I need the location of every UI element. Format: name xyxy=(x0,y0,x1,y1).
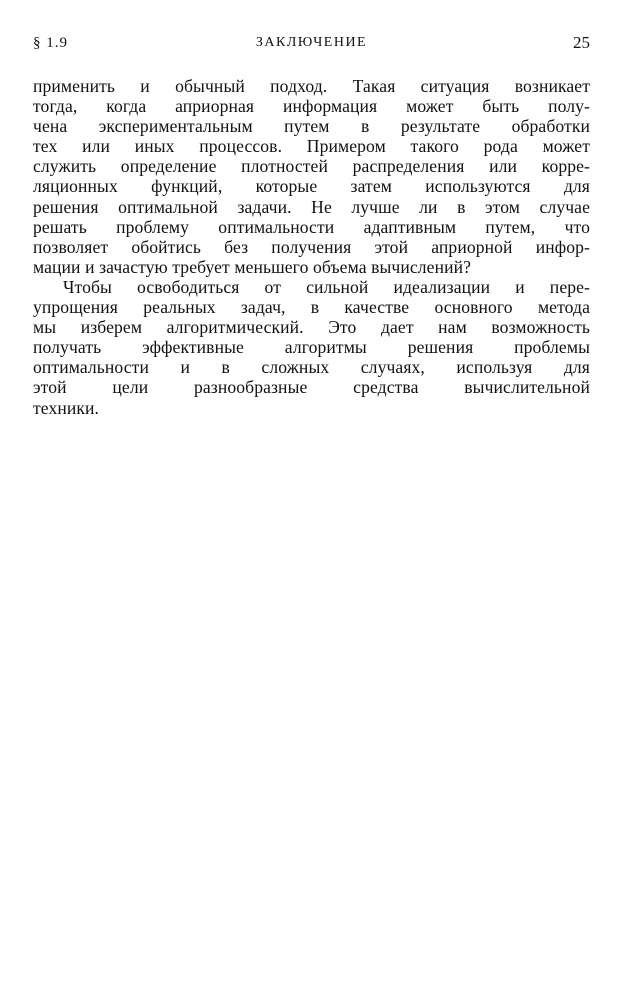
text-line: служить определение плотностей распределения или корре- xyxy=(33,156,590,177)
text-line: Чтобы освободиться от сильной идеализации и пере- xyxy=(63,276,590,297)
text-line: получать эффективные алгоритмы решения проблемы xyxy=(33,337,590,358)
page-number: 25 xyxy=(573,33,590,52)
text-line: оптимальности и в сложных случаях, используя для xyxy=(33,357,590,378)
section-number: § 1.9 xyxy=(33,35,68,51)
text-line: чена экспериментальным путем в результате обработки xyxy=(33,116,590,137)
text-line: тех или иных процессов. Примером такого рода может xyxy=(33,136,590,157)
paragraph-2 xyxy=(33,277,590,418)
chapter-title: ЗАКЛЮЧЕНИЕ xyxy=(255,35,368,50)
text-line: мации и зачастую требует меньшего объема вычислений? xyxy=(33,256,472,277)
text-line: тогда, когда априорная информация может быть полу- xyxy=(33,96,590,117)
running-head xyxy=(33,33,590,53)
text-line: ляционных функций, которые затем используются для xyxy=(33,176,590,197)
text-line: этой цели разнообразные средства вычислительной xyxy=(33,377,590,398)
text-line: техники. xyxy=(33,397,100,418)
text-line: мы изберем алгоритмический. Это дает нам возможность xyxy=(33,317,590,338)
text-line: упрощения реальных задач, в качестве основного метода xyxy=(33,297,590,318)
text-line: применить и обычный подход. Такая ситуация возникает xyxy=(33,76,590,96)
text-line: решать проблему оптимальности адаптивным путем, что xyxy=(33,216,590,237)
body-text xyxy=(33,76,590,418)
text-line: позволяет обойтись без получения этой априорной инфор- xyxy=(33,236,590,257)
paragraph-1 xyxy=(33,76,590,277)
text-line: решения оптимальной задачи. Не лучше ли в этом случае xyxy=(33,196,590,217)
